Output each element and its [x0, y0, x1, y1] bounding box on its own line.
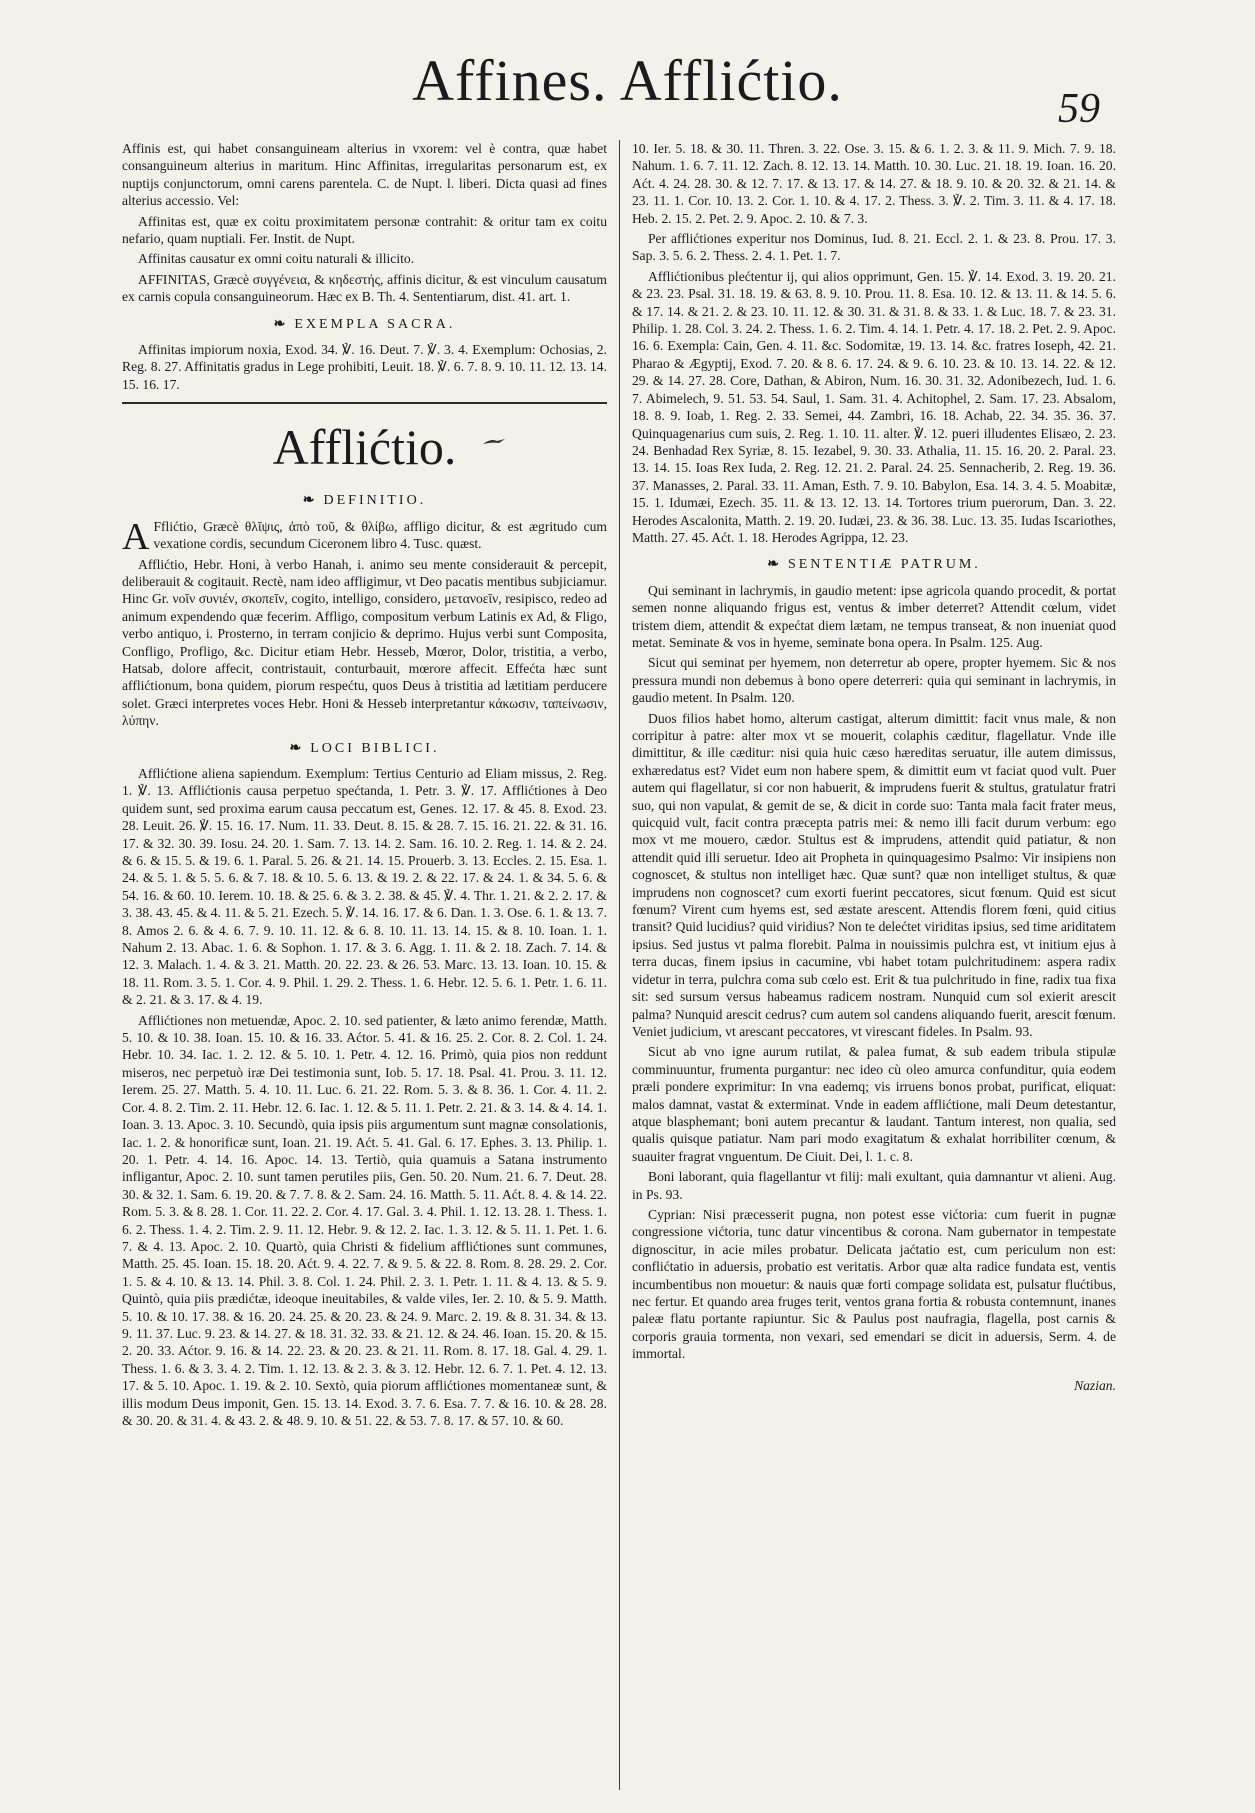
running-head: Affines. Afflićtio.: [412, 48, 843, 113]
sententia-paragraph: Cyprian: Nisi præcesserit pugna, non potest esse vićtoria: cum fuerit in pugnæ congressione vićtoria, tunc datur vincentibus & corona. Nam gubernator in tempestate dignoscitur, in acie miles probatur. Delicata jaćtatio est, cum periculum non est: conflićtatio in aduersis, probatio est veritatis. Arbor quæ alta radice fundata est, ventis incumbentibus non mouetur: & nauis quæ forti compage solidata est, pulsatur flućtibus, nec fertur. Et quando area fruges terit, ventos grana fortia & robusta contemnunt, inanes paleæ flatu portante rapiuntur. Sic & Paulus post naufragia, flagella, post carnis & corporis grauia tormenta, non vexari, sed emendari se dicit in aduersis, Serm. 4. de immortal.: [632, 1206, 1116, 1362]
definitio-text: Fflićtio, Græcè θλῖψις, ἀπὸ τοῦ, & θλίβω, affligo dicitur, & est ægritudo cum vexatione cordis, secundum Ciceronem libro 4. Tusc. quæst.: [153, 518, 607, 552]
section-heading-loci: [122, 740, 607, 757]
affines-paragraph: Affinitas causatur ex omni coitu naturali & illicito.: [138, 251, 415, 267]
loci-paragraph: Afflićtione aliena sapiendum. Exemplum: Tertius Centurio ad Eliam missus, 2. Reg. 1. ℣. 13. Afflićtionis causa perpetuo spećtanda, 1. Petr. 3. ℣. 17. Afflićtiones à Deo quidem sunt, sed proxima earum causa peccatum est, Genes. 12. 17. & 45. 8. Exod. 23. 28. Leuit. 26. ℣. 15. 16. 17. Num. 11. 33. Deut. 8. 15. & 28. 7. 15. 16. 21. 22. & 31. 16. 17. & 32. 30. 39. Iosu. 24. 20. 1. Sam. 7. 13. 14. 2. Sam. 16. 10. 2. Reg. 1. 14. & 2. 24. & 6. & 15. 5. & 19. 6. 1. Paral. 5. 26. & 21. 14. 15. Prouerb. 3. 13. Eccles. 2. 15. Esa. 1. 24. & 5. 1. & 5. 5. 6. & 7. 18. & 10. 5. 6. 13. & 19. 2. & 22. 17. & 24. 1. & 34. 5. 6. & 54. 16. & 60. 10. Ierem. 10. 18. & 25. 6. & 3. 2. 38. & 45. ℣. 4. Thr. 1. 21. & 2. 2. 17. & 3. 38. 43. 45. & 4. 11. & 5. 21. Ezech. 5. ℣. 14. 16. 17. & 6. Dan. 1. 3. Ose. 6. 1. & 13. 7. 8. Amos 2. 6. & 4. 6. 7. 9. 10. 11. 12. & 6. 8. 10. 11. 13. 14. 15. & 8. 10. Ioan. 1. 1. Nahum 2. 13. Abac. 1. 6. & Sophon. 1. 17. & 3. 6. Agg. 1. 11. & 2. 18. Zach. 7. 14. & 12. 3. Malach. 1. 4. & 3. 21. Matth. 20. 22. 23. & 26. 53. Marc. 13. 13. Ioan. 10. 15. & 18. 11. Rom. 3. 5. 1. Cor. 4. 9. Phil. 1. 29. 2. Thess. 1. 6. Hebr. 12. 5. 6. 1. Petr. 1. 6. 11. & 2. 21. & 3. 17. & 4. 19.: [122, 765, 607, 1008]
affines-paragraph: Affinitas est, quæ ex coitu proximitatem personæ contrahit: & oritur tam ex coitu nefario, quam nuptiali. Fer. Instit. de Nupt.: [122, 213, 607, 247]
column-divider: [619, 140, 620, 1790]
section-heading-label: EXEMPLA SACRA.: [294, 316, 456, 332]
sententia-paragraph: Qui seminant in lachrymis, in gaudio metent: ipse agricola quando procedit, & portat semen nonne aliquando frigus est, ventus & imber deterret? Attendit cœlum, videt tristem diem, attendit & expećtat diem lætam, ne tempus transeat, & non inueniat quod metat. Seminate & vos in hyeme, seminate bona opera. In Psalm. 125. Aug.: [632, 582, 1116, 650]
ornament-icon: [483, 438, 505, 446]
loci-paragraph: Per afflićtiones experitur nos Dominus, Iud. 8. 21. Eccl. 2. 1. & 23. 8. Prou. 17. 3. Sap. 3. 5. 6. 2. Thess. 2. 4. 1. Pet. 1. 7.: [632, 231, 1116, 264]
exempla-paragraph: Affinitas impiorum noxia, Exod. 34. ℣. 16. Deut. 7. ℣. 3. 4. Exemplum: Ochosias, 2. Reg. 8. 27. Affinitatis gradus in Lege prohibiti, Leuit. 18. ℣. 6. 7. 8. 9. 10. 11. 12. 13. 14. 15. 16. 17.: [122, 342, 607, 392]
definitio-paragraph: Afflićtio, Hebr. Honi, à verbo Hanah, i. animo seu mente considerauit & percepit, deliberauit & cogitauit. Rectè, nam ideo affligimur, vt Deo pacatis mentibus subjiciamur. Hinc Gr. νοῖν συνιέν, σκοπεῖν, cogito, intelligo, considero, μετανοεῖν, resipisco, redeo ad animum expendendo quæ fecerim. Affligo, compositum verbum Latinis ex Ad, & Fligo, verbo antiquo, i. Prosterno, in terram conjicio & deprimo. Hujus verbi sunt Composita, Confligo, Profligo, &c. Dicitur etiam Hebr. Hesseb, Mœror, Dolor, tristitia, a verbo, Hatsab, dolore affecit, contristauit, conturbauit, mœrore affecit. Effećta hæc sunt afflićtionum, bona quidem, piorum respećtu, quos Deus à tristitia ad lætitiam perducere solet. Græci interpretes voces Hebr. Honi & Hesseb interpretantur κάκωσιν, ταπείνωσιν, λύπην.: [122, 556, 607, 729]
pilcrow-icon: ❧: [289, 740, 305, 756]
definitio-paragraph: [122, 515, 607, 558]
entry-heading-block: [122, 420, 607, 482]
affines-paragraph: AFFINITAS, Græcè συγγένεια, & κηδεστής, affinis dicitur, & est vinculum causatum ex carnis copula consanguineorum. Hæc ex B. Th. 4. Sententiarum, dist. 41. art. 1.: [122, 271, 607, 305]
loci-continuation: 10. Ier. 5. 18. & 30. 11. Thren. 3. 22. Ose. 3. 15. & 6. 1. 2. 3. & 11. 9. Mich. 7. 9. 18. Nahum. 1. 6. 7. 11. 12. Zach. 8. 12. 13. 14. Matth. 10. 30. Luc. 21. 18. 19. Ioan. 16. 20. Aćt. 4. 24. 28. 30. & 12. 7. 17. & 13. 17. & 14. 27. & 18. 9. 10. & 20. 32. & 21. 14. & 23. 11. 1. Cor. 10. 13. 2. Cor. 1. 10. & 4. 17. 2. Thess. 3. ℣. 2. Tim. 3. 11. & 4. 17. 18. Heb. 2. 15. 2. Pet. 2. 9. Apoc. 2. 10. & 7. 3.: [632, 141, 1116, 226]
section-heading-label: LOCI BIBLICI.: [310, 740, 440, 756]
section-heading-label: SENTENTIÆ PATRUM.: [787, 557, 981, 573]
right-column: [632, 140, 1116, 1790]
pilcrow-icon: ❧: [767, 557, 782, 573]
loci-paragraph: Afflićtiones non metuendæ, Apoc. 2. 10. sed patienter, & læto animo ferendæ, Matth. 5. 10. & 10. 38. Ioan. 15. 10. & 16. 33. Aćtor. 5. 41. & 16. 25. 2. Cor. 8. 2. Col. 1. 24. Hebr. 10. 34. Iac. 1. 2. 12. & 5. 10. 1. Petr. 4. 12. 16. Primò, quia pios non reddunt miseros, nec perpetuò iræ Dei testimonia sunt, Iob. 5. 17. 18. Psal. 41. Prou. 3. 11. 12. Ierem. 25. 27. Matth. 5. 4. 10. 11. Luc. 6. 21. 22. Rom. 5. 3. & 8. 36. 1. Cor. 4. 11. 2. Cor. 4. 8. 2. Tim. 2. 11. Hebr. 12. 6. Iac. 1. 12. & 5. 11. 1. Petr. 2. 21. & 3. 14. & 4. 14. 1. Ioan. 3. 13. Apoc. 3. 10. Secundò, quia ipsis piis argumentum sunt magnæ consolationis, Iac. 1. 2. & honorificæ sunt, Ioan. 21. 19. Aćt. 5. 41. Gal. 6. 17. Ephes. 3. 13. Philip. 1. 20. 1. Petr. 4. 14. 16. Apoc. 14. 13. Tertiò, quia quamuis a Satana instrumento infligantur, Apoc. 2. 10. sunt tamen perutiles piis, Gen. 50. 20. Num. 21. 6. 7. Deut. 28. 30. & 32. 1. Sam. 6. 19. 20. & 7. 7. 8. & 2. Sam. 24. 16. Matth. 5. 11. Aćt. 8. 4. & 14. 22. Rom. 5. 3. & 8. 28. 1. Cor. 11. 22. 2. Cor. 4. 17. Gal. 3. 4. Phil. 1. 12. 13. 28. 1. Thess. 1. 6. 2. Thess. 1. 4. 2. Tim. 2. 9. 11. 12. Hebr. 9. & 12. 2. Iac. 1. 3. 12. & 5. 11. 1. Pet. 1. 6. 7. & 4. 13. Apoc. 2. 10. Quartò, quia Christi & fidelium afflićtiones sunt communes, Matth. 25. 45. Ioan. 15. 18. 20. Aćt. 9. 4. 22. 7. & 9. 5. & 22. 8. Rom. 8. 28. 29. 2. Cor. 1. 5. & 4. 10. & 13. 14. Phil. 3. 8. Col. 1. 24. Phil. 2. 3. 1. Petr. 1. 11. & 4. 13. & 5. 9. Quintò, quia piis prædićtæ, ideoque ineuitabiles, & valde viles, Ier. 2. 10. & 5. 9. Matth. 5. 10. & 10. 17. 38. & 16. 20. 24. 25. & 20. 23. & 24. 9. Marc. 2. 19. & 8. 31. 34. & 13. 9. 11. 37. Luc. 9. 23. & 14. 27. & 18. 31. 32. 33. & 21. 12. & 24. 46. Ioan. 15. 20. & 15. 2. 20. 33. Aćtor. 9. 16. & 14. 22. 23. & 20. 23. & 21. 11. Rom. 8. 17. 18. Gal. 4. 29. 1. Thess. 1. 6. & 3. 3. 4. 2. Tim. 1. 12. 13. & 2. 3. & 3. 12. Hebr. 12. 6. 7. 1. Pet. 4. 12. 13. 17. & 5. 10. Apoc. 1. 19. & 2. 10. Sextò, quia piorum afflićtiones momentaneæ sunt, & illis modum Deus imponit, Gen. 15. 13. 14. Exod. 3. 7. 6. Esa. 7. 7. & 16. 10. & 28. 28. & 30. 20. & 31. 4. & 43. 2. & 48. 9. 10. & 51. 22. & 53. 7. 8. 17. & 57. 10. & 60.: [122, 1012, 607, 1428]
page-number: 59: [1058, 86, 1100, 132]
drop-cap: A: [122, 515, 150, 558]
section-heading-exempla: [122, 316, 607, 333]
section-heading-label: DEFINITIO.: [323, 493, 427, 509]
catchword: Nazian.: [1074, 1377, 1116, 1393]
sententia-paragraph: Boni laborant, quia flagellantur vt filij: mali exultant, quia damnantur vt alieni. Aug. in Ps. 93.: [632, 1169, 1116, 1202]
section-divider: [122, 402, 607, 404]
sententia-paragraph: Sicut qui seminat per hyemem, non deterretur ab opere, propter hyemem. Sic & nos pressura mundi non debemus à bono opere deterreri: quia qui seminant in lachrymis, in gaudio metent. In Psalm. 120.: [632, 655, 1116, 706]
section-heading-sententiae: [632, 556, 1116, 573]
sententia-paragraph: Sicut ab vno igne aurum rutilat, & palea fumat, & sub eadem tribula stipulæ comminuuntur, frumenta purgantur: nec ideo cù oleo amurca confunditur, quia eodem præli pondere exprimitur: In vna eademq; vis irruens bonos probat, purificat, eliquat: malos damnat, vastat & exterminat. Vnde in eadem afflićtione, mali Deum detestantur, atque blasphemant; boni autem precantur & laudant. Tantum interest, non qualia, sed qualis quisque patiatur. Nam pari modo exagitatum & exhalat horribiliter cœnum, & suauiter fragrat vnguentum. De Ciuit. Dei, l. 1. c. 8.: [632, 1044, 1116, 1164]
sententia-paragraph: Duos filios habet homo, alterum castigat, alterum dimittit: facit vnus male, & non corripitur à patre: alter mox vt se mouerit, colaphis cæditur, flagellatur. Vnde ille dimittitur, & ille cæditur: nisi quia huic cæso hæreditas seruatur, ille autem dimissus, exhæredatus est? Videt eum non habere spem, & dimittit eum vt faciat quod vult. Puer autem qui flagellatur, si cor non habuerit, & imprudens fuerit & stultus, gratulatur fratri suo, qui non vapulat, & gemit de se, & dicit in corde suo: Tanta mala facit frater meus, quicquid vult, facit contra præcepta patris mei: & nemo illi facit durum verbum: ego mox vt me mouero, cædor. Stultus est & imprudens, attendit quid patiatur, & non attendit quid illi seruetur. Ideo ait Propheta in quinquagesimo Psalmo: Vir insipiens non cognoscet, & stultus non intelliget hæc. Quæ sunt? quæ non intelliget stultus, & quæ imprudens non cognoscet? cum exorti fuerint peccatores, sicut fœnum. Quid est sicut fœnum? Virent cum hyems est, sed æstate arescent. Attendis florem fœni, quid citius transit? Quid lucidius? quid viridius? Non te delećtet viriditas ipsius, sed time ariditatem ipsius. Sed justus vt palma florebit. Palma in nouissimis pulchra est, vt initium ejus à terra ducas, finem ipsius in cacumine, vbi habet totam pulchritudinem: aspera radix videtur in terra, pulchra coma sub cœlo est. Erit & tua pulchritudo in fine, radix tua fixa sit: sed sursum versus habeamus radicem nostram. Nunquid cum sol exierit arescit palma? Nunquid arescit cedrus? cum autem sol candens aliquando fuerit, arescit fœnum. Veniet judicium, vt arescant peccatores, vt virescant fideles. In Psalm. 93.: [632, 710, 1116, 1039]
loci-paragraph: Afflićtionibus plećtentur ij, qui alios opprimunt, Gen. 15. ℣. 14. Exod. 3. 19. 20. 21. & 23. 23. Psal. 31. 18. 19. & 63. 8. 9. 10. Prou. 11. 8. Esa. 10. 12. & 13. 11. & 14. 5. 6. & 17. 14. & 21. 2. & 23. 10. 11. 12. & 30. 31. & 31. 8. & 33. 1. & Luc. 18. 7. & 23. 31. Philip. 1. 28. Col. 3. 24. 2. Thess. 1. 6. 2. Tim. 4. 14. 1. Petr. 4. 17. 18. 2. Pet. 2. 9. Apoc. 16. 6. Exempla: Cain, Gen. 4. 11. &c. Sodomitæ, 19. 13. 14. &c. fratres Ioseph, 42. 21. Pharao & Ægyptij, Exod. 7. 20. & 8. 6. 17. 24. & 9. 6. 10. 23. & 10. 13. 14. 22. & 12. 29. & 14. 27. 28. Core, Dathan, & Abiron, Num. 16. 30. 31. 32. Adonibezech, Iud. 1. 6. 7. Abimelech, 9. 51. 53. 54. Saul, 1. Sam. 31. 4. Achitophel, 2. Sam. 17. 23. Absalom, 18. 8. 9. Ioab, 1. Reg. 2. 33. Semei, 44. Zambri, 16. 18. Achab, 22. 34. 35. 36. 37. Quinquagenarius cum suis, 2. Reg. 1. 10. 11. alter. ℣. 12. pueri illudentes Elisæo, 2. 23. 24. Benhadad Rex Syriæ, 8. 15. Iezabel, 9. 30. 33. Athalia, 11. 15. 16. 20. 2. Paral. 23. 13. 14. 15. Ioas Rex Iuda, 2. Reg. 12. 21. 2. Paral. 24. 25. Sennacherib, 2. Reg. 19. 36. 37. Manasses, 2. Paral. 33. 11. Aman, Esth. 7. 9. 10. Babylon, Esa. 14. 3. 4. 5. Moabitæ, 15. 1. Idumæi, Ezech. 35. 11. & 13. 12. 13. 14. Tortores trium puerorum, Dan. 3. 22. Herodes Ascalonita, Matth. 2. 19. 20. Iudæi, 23. & 36. 38. Luc. 13. 35. Iudas Iscariothes, Matth. 27. 45. Aćt. 1. 18. Herodes Agrippa, 12. 23.: [632, 268, 1116, 545]
pilcrow-icon: ❧: [302, 493, 318, 509]
left-column: [122, 140, 607, 1790]
affines-paragraph: Affinis est, qui habet consanguineam alterius in vxorem: vel è contra, quæ habet consanguineum alterius in maritum. Hinc Affinitas, irregularitas personarum est, ex nuptijs conjunctorum, omni carens parentela. C. de Nupt. l. liberi. Dicta quasi ad fines alterius accessio. Vel:: [122, 141, 607, 209]
entry-heading: Afflićtio.: [272, 419, 457, 476]
section-heading-definitio: [122, 492, 607, 509]
pilcrow-icon: ❧: [273, 316, 289, 332]
